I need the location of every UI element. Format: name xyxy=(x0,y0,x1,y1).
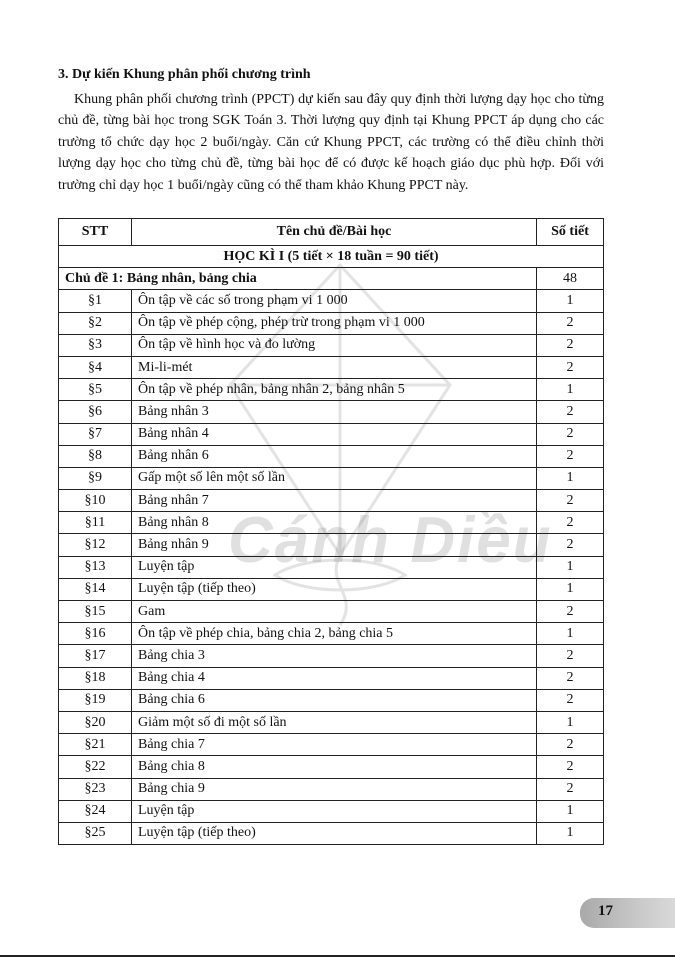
lesson-periods: 2 xyxy=(537,756,604,778)
lesson-periods: 2 xyxy=(537,734,604,756)
table-row xyxy=(59,312,604,334)
lesson-name: Bảng chia 4 xyxy=(132,667,537,689)
lesson-stt: §18 xyxy=(59,667,132,689)
topic-row xyxy=(59,268,604,290)
lesson-stt: §5 xyxy=(59,379,132,401)
table-row xyxy=(59,401,604,423)
lesson-periods: 2 xyxy=(537,689,604,711)
table-row xyxy=(59,334,604,356)
ppct-table xyxy=(58,218,604,845)
lesson-name: Bảng nhân 9 xyxy=(132,534,537,556)
lesson-stt: §22 xyxy=(59,756,132,778)
header-name: Tên chủ đề/Bài học xyxy=(132,219,537,246)
lesson-periods: 2 xyxy=(537,490,604,512)
table-row xyxy=(59,711,604,733)
lesson-name: Bảng chia 9 xyxy=(132,778,537,800)
lesson-periods: 1 xyxy=(537,578,604,600)
lesson-name: Ôn tập về phép cộng, phép trừ trong phạm vi 1 000 xyxy=(132,312,537,334)
lesson-stt: §15 xyxy=(59,601,132,623)
lesson-name: Bảng nhân 4 xyxy=(132,423,537,445)
lesson-stt: §9 xyxy=(59,467,132,489)
lesson-periods: 1 xyxy=(537,467,604,489)
semester-label: HỌC KÌ I (5 tiết × 18 tuần = 90 tiết) xyxy=(59,246,604,268)
table-row xyxy=(59,578,604,600)
table-row xyxy=(59,512,604,534)
lesson-stt: §21 xyxy=(59,734,132,756)
lesson-periods: 1 xyxy=(537,379,604,401)
lesson-periods: 2 xyxy=(537,401,604,423)
lesson-periods: 2 xyxy=(537,312,604,334)
lesson-name: Mi-li-mét xyxy=(132,356,537,378)
table-row xyxy=(59,800,604,822)
lesson-stt: §7 xyxy=(59,423,132,445)
table-row xyxy=(59,601,604,623)
lesson-stt: §17 xyxy=(59,645,132,667)
lesson-stt: §12 xyxy=(59,534,132,556)
lesson-name: Bảng chia 3 xyxy=(132,645,537,667)
lesson-stt: §13 xyxy=(59,556,132,578)
table-row xyxy=(59,756,604,778)
table-row xyxy=(59,445,604,467)
table-row xyxy=(59,822,604,844)
lesson-periods: 2 xyxy=(537,601,604,623)
lesson-stt: §19 xyxy=(59,689,132,711)
lesson-stt: §10 xyxy=(59,490,132,512)
lesson-name: Luyện tập xyxy=(132,800,537,822)
table-row xyxy=(59,534,604,556)
lesson-periods: 2 xyxy=(537,778,604,800)
section-heading: 3. Dự kiến Khung phân phối chương trình xyxy=(58,67,311,82)
page-number: 17 xyxy=(598,903,613,919)
table-row xyxy=(59,290,604,312)
lesson-periods: 1 xyxy=(537,623,604,645)
table-row xyxy=(59,667,604,689)
lesson-name: Luyện tập xyxy=(132,556,537,578)
table-header-row xyxy=(59,219,604,246)
lesson-name: Ôn tập về phép chia, bảng chia 2, bảng chia 5 xyxy=(132,623,537,645)
lesson-periods: 2 xyxy=(537,667,604,689)
lesson-stt: §8 xyxy=(59,445,132,467)
lesson-periods: 2 xyxy=(537,356,604,378)
lesson-periods: 2 xyxy=(537,334,604,356)
lesson-stt: §14 xyxy=(59,578,132,600)
semester-row xyxy=(59,246,604,268)
lesson-stt: §23 xyxy=(59,778,132,800)
lesson-name: Gam xyxy=(132,601,537,623)
topic-name: Chủ đề 1: Bảng nhân, bảng chia xyxy=(59,268,537,290)
lesson-stt: §3 xyxy=(59,334,132,356)
header-periods: Số tiết xyxy=(537,219,604,246)
lesson-name: Bảng nhân 3 xyxy=(132,401,537,423)
lesson-name: Bảng chia 6 xyxy=(132,689,537,711)
lesson-name: Bảng nhân 8 xyxy=(132,512,537,534)
lesson-stt: §4 xyxy=(59,356,132,378)
lesson-stt: §6 xyxy=(59,401,132,423)
table-row xyxy=(59,689,604,711)
table-row xyxy=(59,778,604,800)
lesson-periods: 1 xyxy=(537,822,604,844)
lesson-name: Luyện tập (tiếp theo) xyxy=(132,578,537,600)
lesson-periods: 1 xyxy=(537,556,604,578)
bottom-rule xyxy=(0,955,675,957)
header-stt: STT xyxy=(59,219,132,246)
table-row xyxy=(59,623,604,645)
lesson-name: Bảng nhân 7 xyxy=(132,490,537,512)
table-row xyxy=(59,490,604,512)
lesson-stt: §24 xyxy=(59,800,132,822)
table-row xyxy=(59,734,604,756)
lesson-name: Luyện tập (tiếp theo) xyxy=(132,822,537,844)
lesson-name: Bảng nhân 6 xyxy=(132,445,537,467)
lesson-periods: 2 xyxy=(537,645,604,667)
lesson-stt: §1 xyxy=(59,290,132,312)
topic-periods: 48 xyxy=(537,268,604,290)
lesson-name: Ôn tập về các số trong phạm vi 1 000 xyxy=(132,290,537,312)
lesson-stt: §11 xyxy=(59,512,132,534)
table-row xyxy=(59,356,604,378)
lesson-periods: 2 xyxy=(537,445,604,467)
table-row xyxy=(59,379,604,401)
lesson-stt: §20 xyxy=(59,711,132,733)
intro-paragraph: Khung phân phối chương trình (PPCT) dự kiến sau đây quy định thời lượng dạy học cho từng chủ đề, từng bài học trong SGK Toán 3. Thời lượng quy định tại Khung PPCT áp dụng cho các trường tổ chức dạy học 2 buổi/ngày. Căn cứ Khung PPCT, các trường có thể điều chỉnh thời lượng dạy học cho từng chủ đề, từng bài học để có được kế hoạch giáo dục phù hợp. Đối với trường chỉ dạy học 1 buổi/ngày cũng có thể tham khảo Khung PPCT này. xyxy=(58,92,604,193)
lesson-name: Gấp một số lên một số lần xyxy=(132,467,537,489)
lesson-periods: 1 xyxy=(537,290,604,312)
lesson-periods: 2 xyxy=(537,423,604,445)
lesson-name: Bảng chia 8 xyxy=(132,756,537,778)
lesson-stt: §2 xyxy=(59,312,132,334)
lesson-periods: 1 xyxy=(537,711,604,733)
page-number-tab xyxy=(580,898,675,928)
lesson-periods: 1 xyxy=(537,800,604,822)
table-row xyxy=(59,467,604,489)
lesson-stt: §16 xyxy=(59,623,132,645)
lesson-name: Ôn tập về phép nhân, bảng nhân 2, bảng nhân 5 xyxy=(132,379,537,401)
lesson-stt: §25 xyxy=(59,822,132,844)
table-row xyxy=(59,556,604,578)
lesson-name: Bảng chia 7 xyxy=(132,734,537,756)
lesson-name: Ôn tập về hình học và đo lường xyxy=(132,334,537,356)
lesson-name: Giảm một số đi một số lần xyxy=(132,711,537,733)
lesson-periods: 2 xyxy=(537,512,604,534)
table-row xyxy=(59,423,604,445)
table-row xyxy=(59,645,604,667)
lesson-periods: 2 xyxy=(537,534,604,556)
brand-watermark: Cánh Diều xyxy=(228,504,553,577)
